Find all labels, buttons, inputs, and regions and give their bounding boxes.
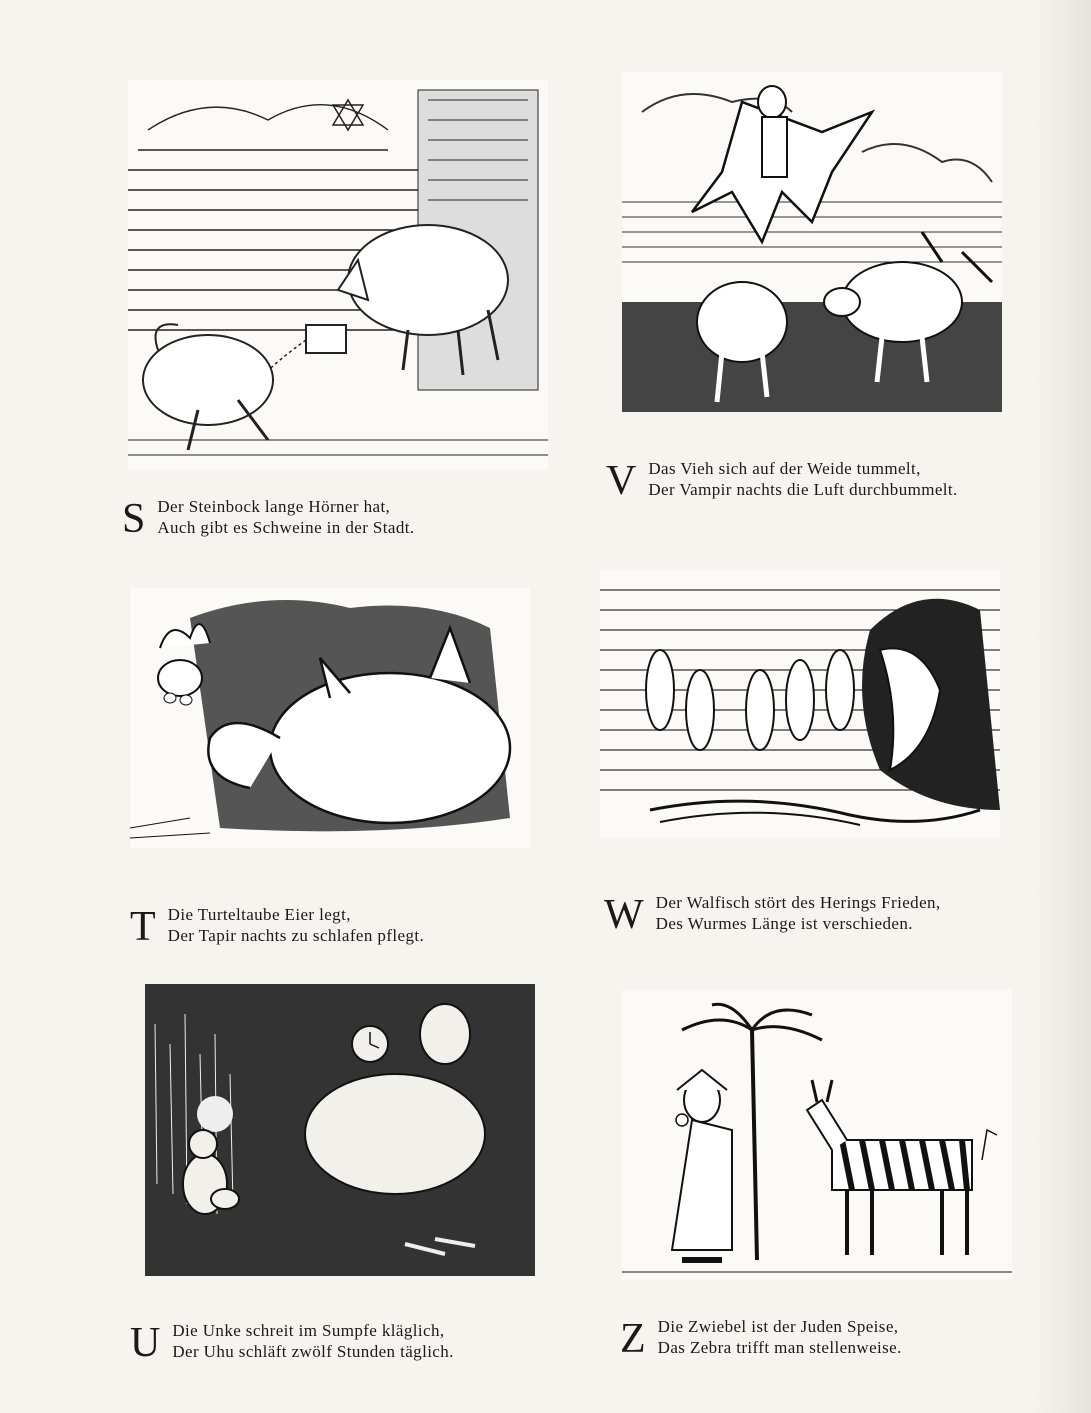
initial-letter: T	[130, 904, 156, 950]
verse-line-1: Die Zwiebel ist der Juden Speise,	[657, 1317, 899, 1336]
verse	[172, 1320, 453, 1362]
initial-letter: Z	[620, 1316, 646, 1362]
owl-illustration-svg	[145, 984, 535, 1276]
verse-line-2: Auch gibt es Schweine in der Stadt.	[157, 518, 415, 537]
verse-line-1: Das Vieh sich auf der Weide tummelt,	[648, 459, 921, 478]
verse-line-2: Das Zebra trifft man stellenweise.	[657, 1338, 902, 1357]
page-edge-shadow	[1031, 0, 1091, 1413]
caption-t	[130, 904, 424, 948]
caption-v	[606, 458, 958, 502]
initial-letter: W	[604, 892, 644, 938]
pigs-pouring-water-illustration	[128, 80, 548, 470]
verse	[656, 892, 941, 934]
man-with-onion-and-zebra-illustration	[622, 990, 1012, 1280]
caption-w	[604, 892, 941, 936]
verse-line-2: Der Vampir nachts die Luft durchbummelt.	[648, 480, 958, 499]
vampire-and-cattle-illustration	[622, 72, 1002, 412]
initial-letter: U	[130, 1320, 161, 1366]
whale-and-herrings-illustration	[600, 570, 1000, 838]
verse-line-1: Der Steinbock lange Hörner hat,	[157, 497, 391, 516]
verse-line-1: Die Unke schreit im Sumpfe kläglich,	[172, 1321, 445, 1340]
caption-s	[122, 496, 415, 540]
caption-z	[620, 1316, 902, 1360]
zebra-illustration-svg	[622, 990, 1012, 1280]
initial-letter: S	[122, 496, 146, 542]
verse-line-1: Der Walfisch stört des Herings Frieden,	[655, 893, 941, 912]
verse-line-1: Die Turteltaube Eier legt,	[167, 905, 351, 924]
verse	[168, 904, 424, 946]
verse	[658, 1316, 902, 1358]
vampire-illustration-svg	[622, 72, 1002, 412]
verse-line-2: Der Uhu schläft zwölf Stunden täglich.	[172, 1342, 454, 1361]
verse-line-2: Des Wurmes Länge ist verschieden.	[655, 914, 913, 933]
verse	[157, 496, 414, 538]
initial-letter: V	[606, 458, 637, 504]
tapir-and-dove-illustration	[130, 588, 530, 848]
whale-illustration-svg	[600, 570, 1000, 838]
toad-and-owl-illustration	[145, 984, 535, 1276]
verse	[648, 458, 957, 500]
caption-u	[130, 1320, 454, 1364]
pigs-illustration-svg	[128, 80, 548, 470]
tapir-illustration-svg	[130, 588, 530, 848]
verse-line-2: Der Tapir nachts zu schlafen pflegt.	[167, 926, 425, 945]
